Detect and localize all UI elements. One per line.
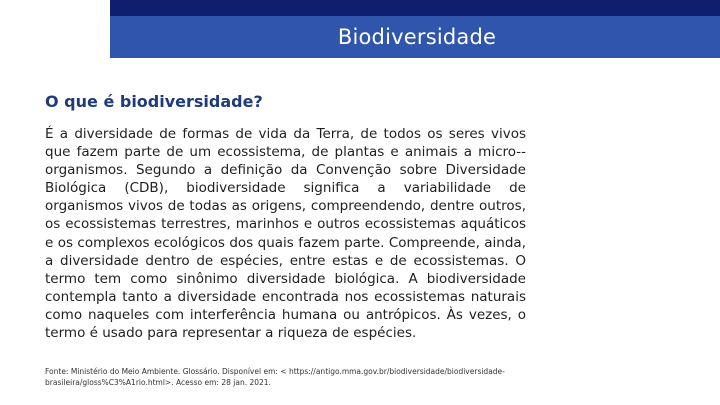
source-citation: Fonte: Ministério do Meio Ambiente. Glossário. Disponível em: < https://antigo.mma.gov.br/biodiversidade/biodiversidade-brasileira/gloss%C3%A1rio.html>. Acesso em: 28 jan. 2021.	[45, 367, 505, 387]
title-banner-accent	[110, 0, 720, 16]
title-banner	[110, 16, 720, 58]
section-heading: O que é biodiversidade?	[45, 92, 263, 111]
slide-title: Biodiversidade	[337, 25, 497, 49]
content-area	[45, 92, 526, 342]
body-paragraph: É a diversidade de formas de vida da Terra, de todos os seres vivos que fazem parte de um ecossistema, de plantas e animais a micro--organismos. Segundo a definição da Convenção sobre Diversidade Biológica (CDB), biodiversidade significa a variabilidade de organismos vivos de todas as origens, compreendendo, dentre outros, os ecossistemas terrestres, marinhos e outros ecossistemas aquáticos e os complexos ecológicos dos quais fazem parte. Compreende, ainda, a diversidade dentro de espécies, entre estas e de ecossistemas. O termo tem como sinônimo diversidade biológica. A biodiversidade contempla tanto a diversidade encontrada nos ecossistemas naturais como naqueles com interferência humana ou antrópicos. Às vezes, o termo é usado para representar a riqueza de espécies.	[45, 126, 526, 342]
